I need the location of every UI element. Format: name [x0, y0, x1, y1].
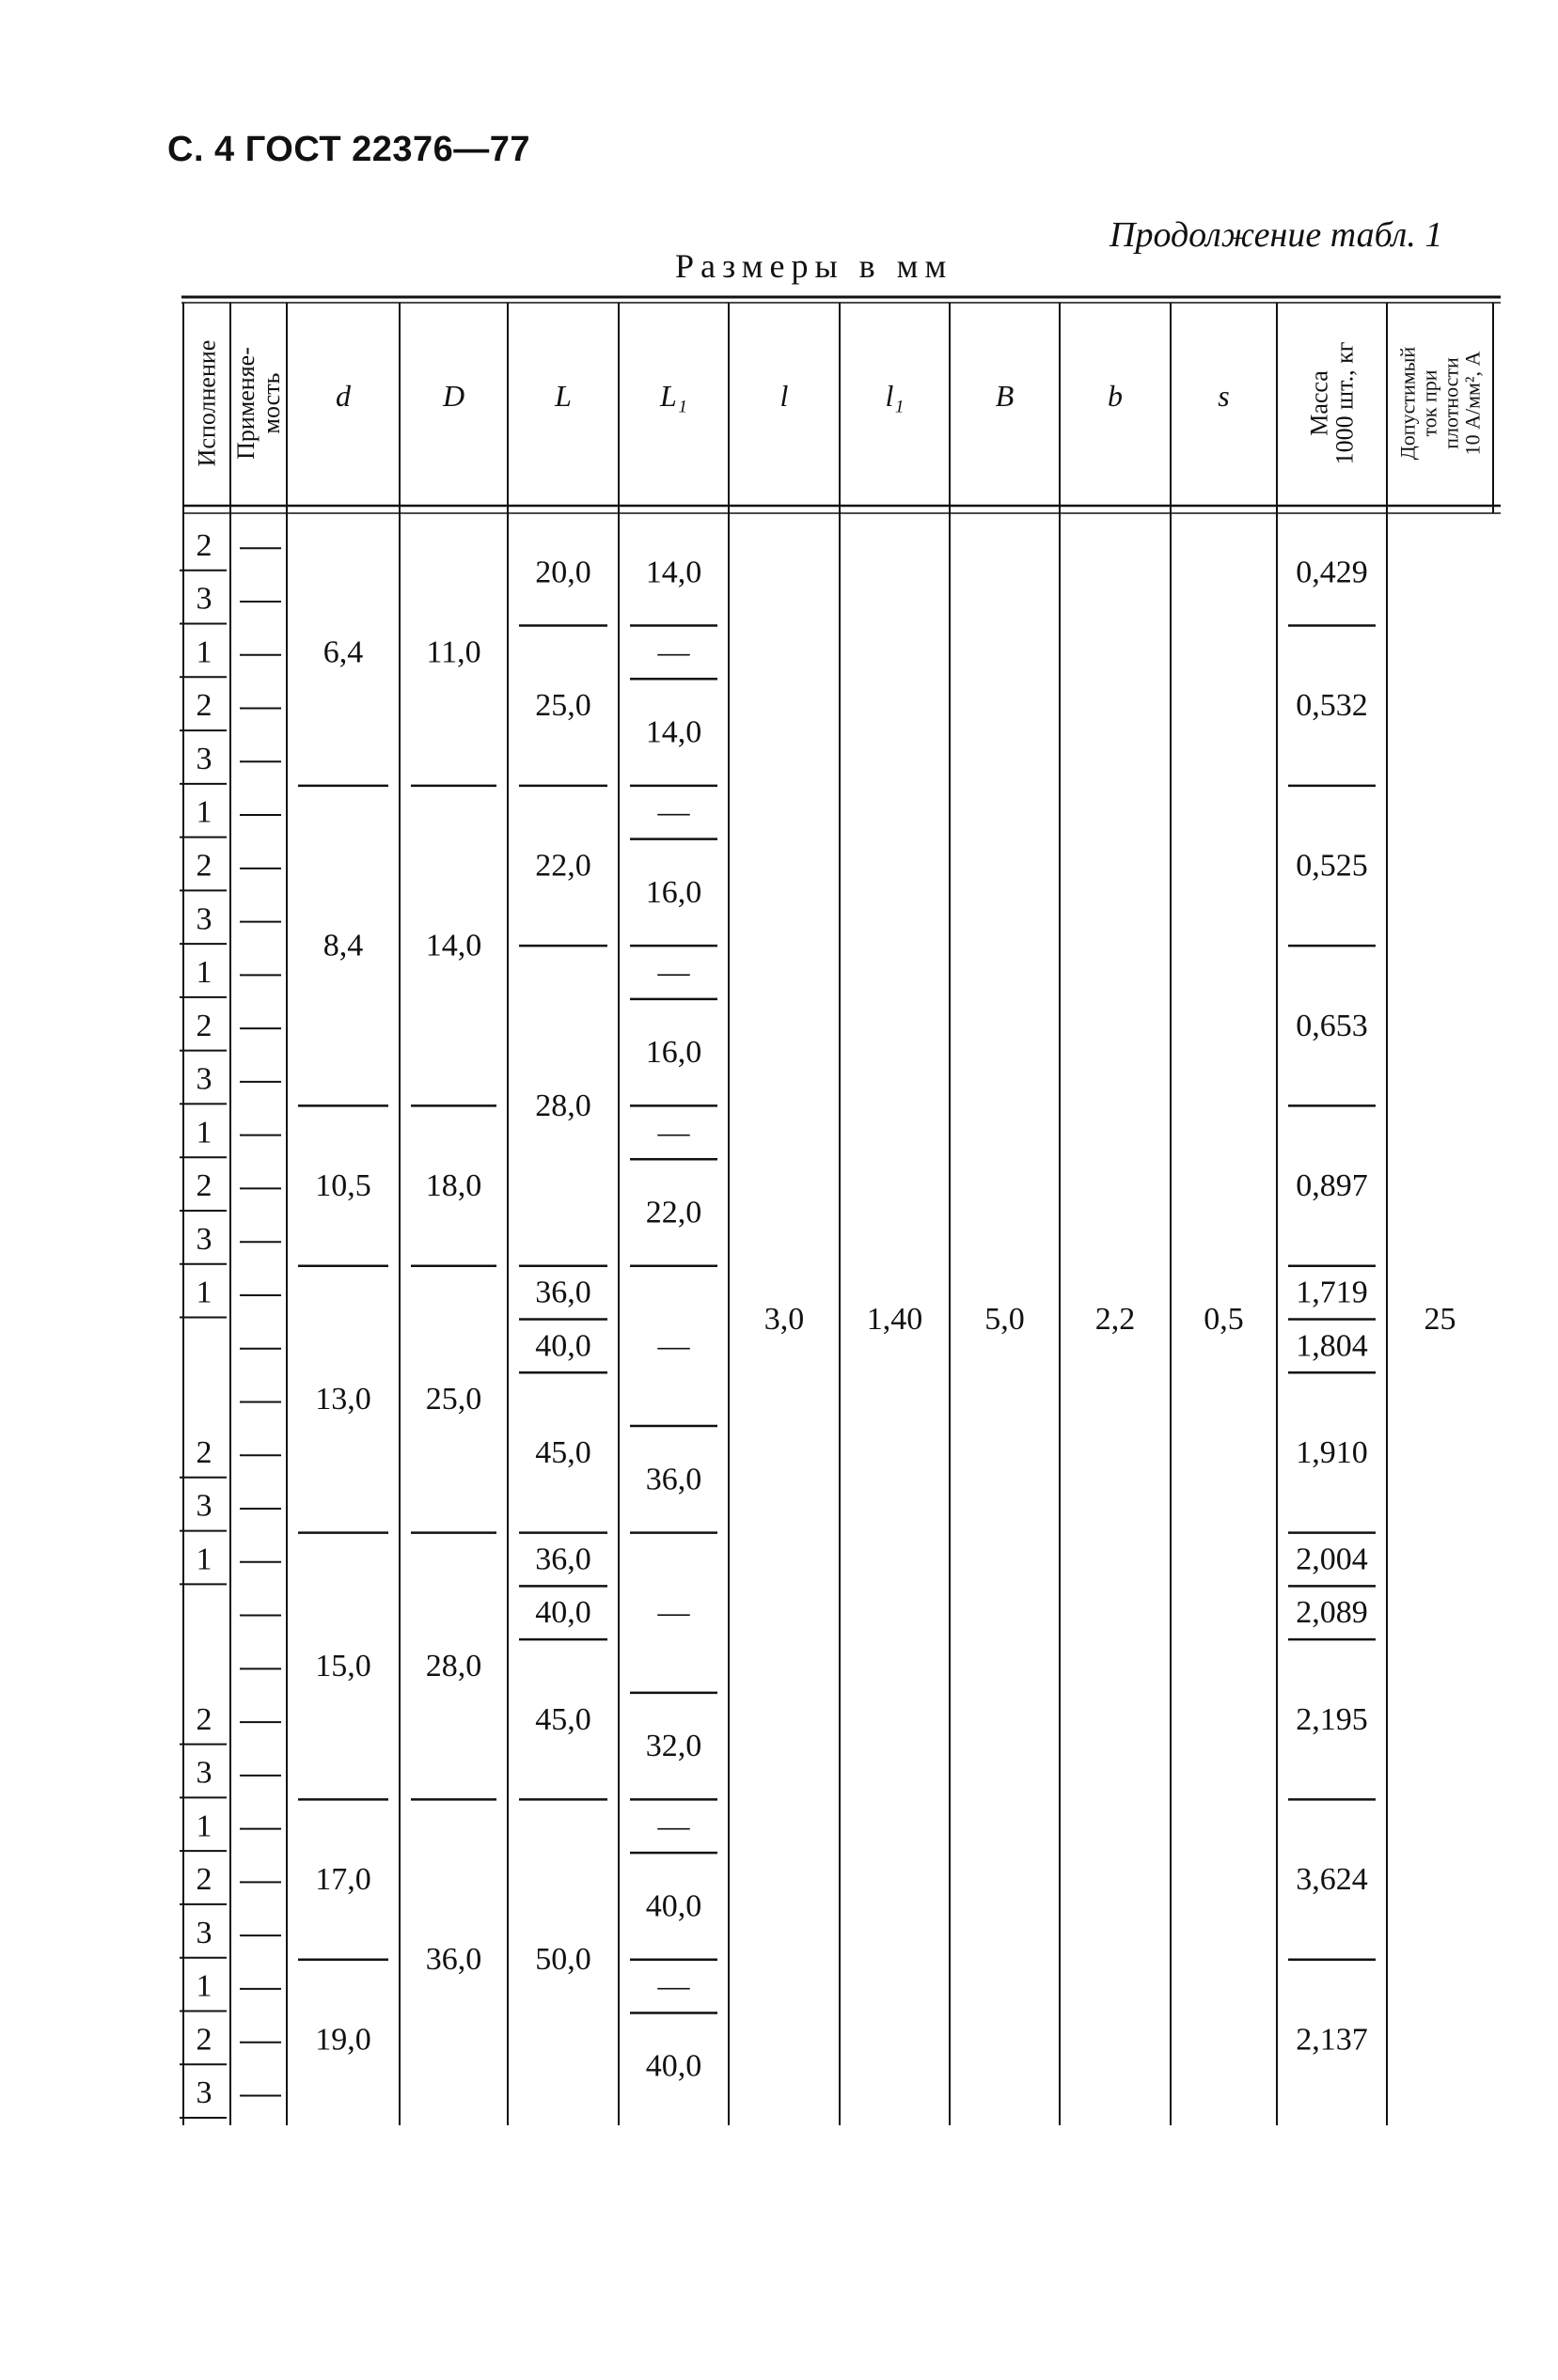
cell-L: 45,0 — [535, 1701, 591, 1737]
cell-L1: — — [657, 1968, 690, 2004]
ispolnenie-cell: 1 — [196, 1808, 212, 1844]
cell-b: 2,2 — [1094, 1302, 1136, 1337]
ispolnenie-cell: 1 — [196, 1115, 212, 1151]
cell-L1: — — [657, 794, 690, 830]
header-L-label: L — [555, 379, 572, 413]
cell-L1: — — [657, 1328, 690, 1364]
cell-d: 6,4 — [323, 634, 364, 670]
header-isp-label: Исполнение — [193, 339, 221, 467]
cell-d: 17,0 — [315, 1862, 371, 1898]
cell-L1: — — [657, 634, 690, 670]
ispolnenie-cell: 1 — [196, 1542, 212, 1577]
cell-L: 40,0 — [535, 1595, 591, 1631]
cell-d: 15,0 — [315, 1648, 371, 1683]
cell-D: 11,0 — [426, 634, 481, 670]
cell-L1: — — [657, 955, 690, 991]
cell-mass: 0,653 — [1296, 1008, 1368, 1043]
cell-s: 0,5 — [1204, 1302, 1244, 1337]
header-mass-label: Масса — [1305, 370, 1333, 436]
header-mass-label: 1000 шт., кг — [1330, 341, 1359, 465]
cell-L: 45,0 — [535, 1434, 591, 1470]
cell-d: 10,5 — [315, 1168, 371, 1204]
cell-L: 36,0 — [535, 1542, 591, 1577]
cell-mass: 2,137 — [1296, 2022, 1368, 2058]
header-current — [1395, 347, 1484, 461]
cell-mass: 1,804 — [1296, 1328, 1368, 1364]
ispolnenie-cell: 3 — [196, 2075, 212, 2111]
cell-D: 25,0 — [425, 1382, 482, 1417]
header-d-label: d — [336, 379, 351, 413]
header-s-label: s — [1218, 379, 1230, 413]
header-D-label: D — [442, 379, 465, 413]
cell-mass: 2,195 — [1296, 1701, 1368, 1737]
cell-L1: 14,0 — [645, 555, 702, 590]
cell-l: 3,0 — [763, 1302, 805, 1337]
cell-L1: 40,0 — [645, 1888, 702, 1924]
ispolnenie-cell: 2 — [196, 2022, 212, 2058]
ispolnenie-cell: 3 — [196, 1488, 212, 1524]
cell-L1: 32,0 — [645, 1729, 702, 1764]
header-prim-label: Применяе- — [231, 347, 260, 460]
header-current-label: Допустимый — [1395, 346, 1420, 461]
cell-L: 40,0 — [535, 1328, 591, 1364]
cell-L1: 40,0 — [645, 2048, 702, 2084]
cell-mass: 0,532 — [1296, 688, 1368, 724]
cell-L: 36,0 — [535, 1275, 591, 1310]
cell-D: 28,0 — [425, 1648, 482, 1683]
header-L1-label: L₁ — [660, 379, 687, 413]
ispolnenie-cell: 2 — [196, 527, 212, 563]
header-l1-label: l₁ — [885, 379, 905, 413]
cell-L: 20,0 — [535, 555, 591, 590]
cell-mass: 3,624 — [1296, 1862, 1368, 1898]
ispolnenie-cell: 2 — [196, 1701, 212, 1737]
ispolnenie-cell: 3 — [196, 901, 212, 937]
ispolnenie-cell: 1 — [196, 1275, 212, 1310]
ispolnenie-cell: 2 — [196, 1168, 212, 1204]
cell-L: 50,0 — [535, 1942, 591, 1978]
cell-L1: — — [657, 1595, 690, 1631]
cell-mass: 1,910 — [1296, 1434, 1368, 1470]
cell-current: 25 — [1424, 1302, 1456, 1337]
cell-L1: 22,0 — [645, 1195, 702, 1230]
ispolnenie-cell: 1 — [196, 955, 212, 991]
header-B-label: B — [995, 379, 1015, 413]
header-current-label: ток при — [1417, 369, 1441, 437]
header-isp — [194, 340, 221, 467]
table-continuation-label: Продолжение табл. 1 — [1109, 215, 1443, 255]
cell-L: 28,0 — [535, 1088, 591, 1123]
ispolnenie-cell: 3 — [196, 1221, 212, 1257]
cell-mass: 0,429 — [1296, 555, 1368, 590]
cell-d: 13,0 — [315, 1382, 371, 1417]
cell-L1: 14,0 — [645, 714, 702, 750]
cell-mass: 0,897 — [1296, 1168, 1368, 1204]
cell-B: 5,0 — [984, 1302, 1025, 1337]
ispolnenie-cell: 1 — [196, 794, 212, 830]
cell-L: 22,0 — [535, 848, 591, 884]
header-b-label: b — [1108, 379, 1123, 413]
header-prim-label: мость — [258, 372, 286, 434]
header-current-label: 10 А/мм², А — [1460, 351, 1485, 456]
cell-L1: 16,0 — [645, 1035, 702, 1071]
ispolnenie-cell: 2 — [196, 1008, 212, 1043]
ispolnenie-cell: 1 — [196, 634, 212, 670]
ispolnenie-cell: 3 — [196, 1755, 212, 1791]
cell-l1: 1,40 — [866, 1302, 923, 1337]
header-current-label: плотности — [1439, 357, 1463, 449]
cell-D: 18,0 — [425, 1168, 482, 1204]
ispolnenie-cell: 3 — [196, 1061, 212, 1097]
cell-d: 19,0 — [315, 2022, 371, 2058]
cell-L: 25,0 — [535, 688, 591, 724]
cell-mass: 2,089 — [1296, 1595, 1368, 1631]
ispolnenie-cell: 1 — [196, 1968, 212, 2004]
header-prim — [232, 347, 285, 460]
ispolnenie-cell: 2 — [196, 1434, 212, 1470]
cell-L1: 36,0 — [645, 1462, 702, 1497]
cell-mass: 1,719 — [1296, 1275, 1368, 1310]
page-header: С. 4 ГОСТ 22376—77 — [167, 130, 531, 169]
ispolnenie-cell: 3 — [196, 741, 212, 776]
ispolnenie-cell: 2 — [196, 848, 212, 884]
cell-L1: — — [657, 1808, 690, 1844]
header-l-label: l — [779, 379, 789, 413]
ispolnenie-cell: 2 — [196, 1862, 212, 1898]
ispolnenie-cell: 2 — [196, 688, 212, 724]
cell-D: 36,0 — [425, 1942, 482, 1978]
units-caption: Размеры в мм — [675, 247, 953, 285]
cell-L1: 16,0 — [645, 874, 702, 910]
ispolnenie-cell: 3 — [196, 581, 212, 617]
cell-mass: 0,525 — [1296, 848, 1368, 884]
header-mass — [1305, 342, 1358, 465]
cell-mass: 2,004 — [1296, 1542, 1368, 1577]
cell-L1: — — [657, 1115, 690, 1151]
cell-D: 14,0 — [425, 928, 482, 963]
ispolnenie-cell: 3 — [196, 1915, 212, 1950]
cell-d: 8,4 — [323, 928, 364, 963]
